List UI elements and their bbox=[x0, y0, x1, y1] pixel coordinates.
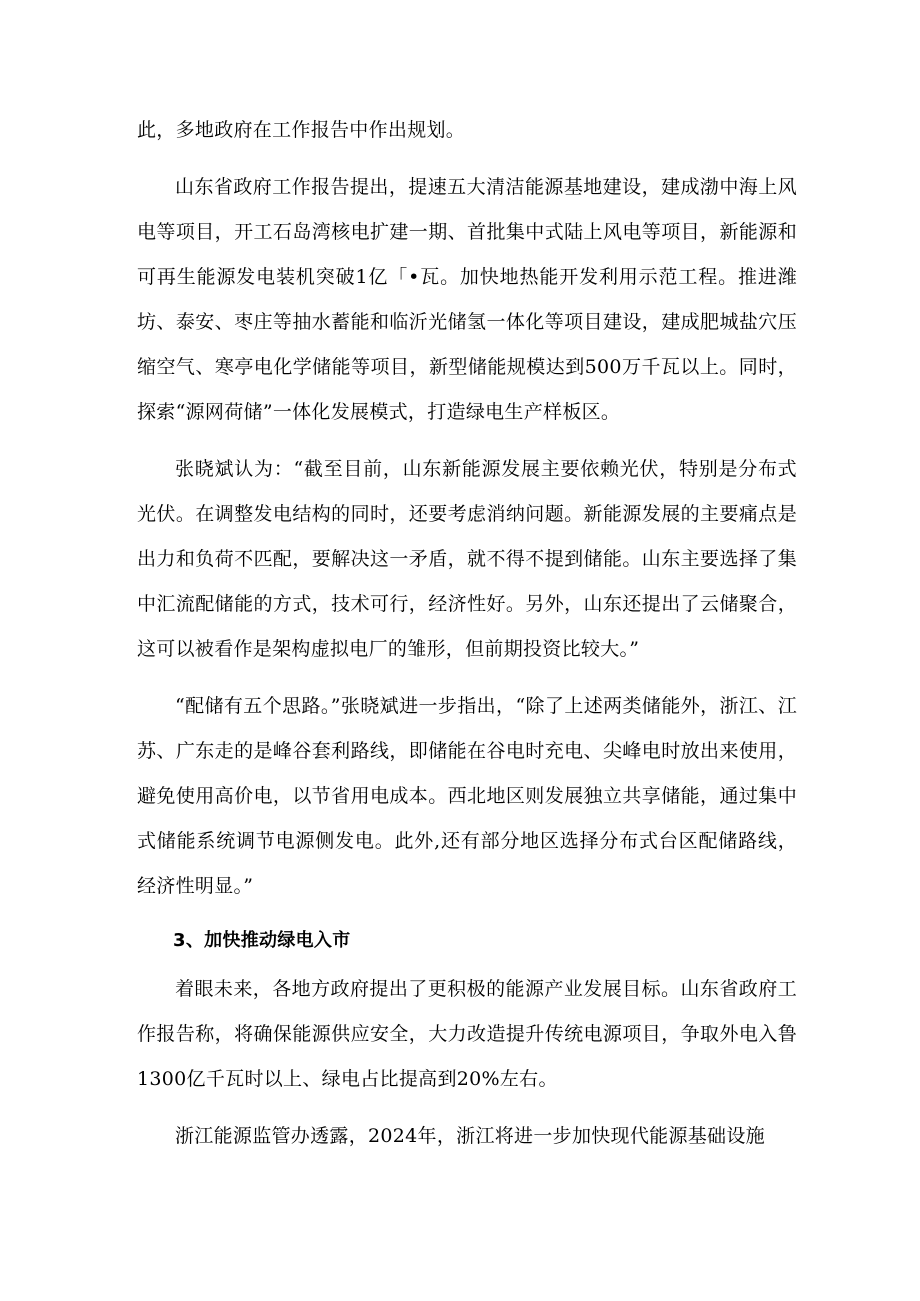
paragraph-zhang-quote: 张晓斌认为：“截至目前，山东新能源发展主要依赖光伏，特别是分布式光伏。在调整发电结构的同时，还要考虑消纳问题。新能源发展的主要痛点是出力和负荷不匹配，要解决这一矛盾，就不得不提到储能。山东主要选择了集中汇流配储能的方式，技术可行，经济性好。另外，山东还提出了云储聚合，这可以被看作是架构虚拟电厂的雏形，但前期投资比较大。” bbox=[137, 458, 797, 660]
paragraph-storage-approaches: “配储有五个思路。”张晓斌进一步指出，“除了上述两类储能外，浙江、江苏、广东走的是峰谷套利路线，即储能在谷电时充电、尖峰电时放出来使用，避免使用高价电，以节省用电成本。西北地区则发展独立共享储能，通过集中式储能系统调节电源侧发电。此外,还有部分地区选择分布式台区配储路线，经济性明显。” bbox=[137, 695, 797, 897]
paragraph-future-goals: 着眼未来，各地方政府提出了更积极的能源产业发展目标。山东省政府工作报告称，将确保能源供应安全，大力改造提升传统电源项目，争取外电入鲁1300亿千瓦时以上、绿电占比提高到20%左右。 bbox=[137, 978, 797, 1090]
section-heading: 3、加快推动绿电入市 bbox=[173, 930, 351, 951]
paragraph-shandong-report: 山东省政府工作报告提出，提速五大清洁能源基地建设，建成渤中海上风电等项目，开工石岛湾核电扩建一期、首批集中式陆上风电等项目，新能源和可再生能源发电装机突破1亿「•瓦。加快地热能开发利用示范工程。推进潍坊、泰安、枣庄等抽水蓄能和临沂光储氢一体化等项目建设，建成肥城盐穴压缩空气、寒亭电化学储能等项目，新型储能规模达到500万千瓦以上。同时，探索“源网荷储”一体化发展模式，打造绿电生产样板区。 bbox=[137, 176, 797, 423]
document-body bbox=[137, 108, 797, 1171]
paragraph-zhejiang: 浙江能源监管办透露，2024年，浙江将进一步加快现代能源基础设施 bbox=[175, 1125, 765, 1147]
paragraph-continuation: 此，多地政府在工作报告中作出规划。 bbox=[137, 119, 466, 141]
